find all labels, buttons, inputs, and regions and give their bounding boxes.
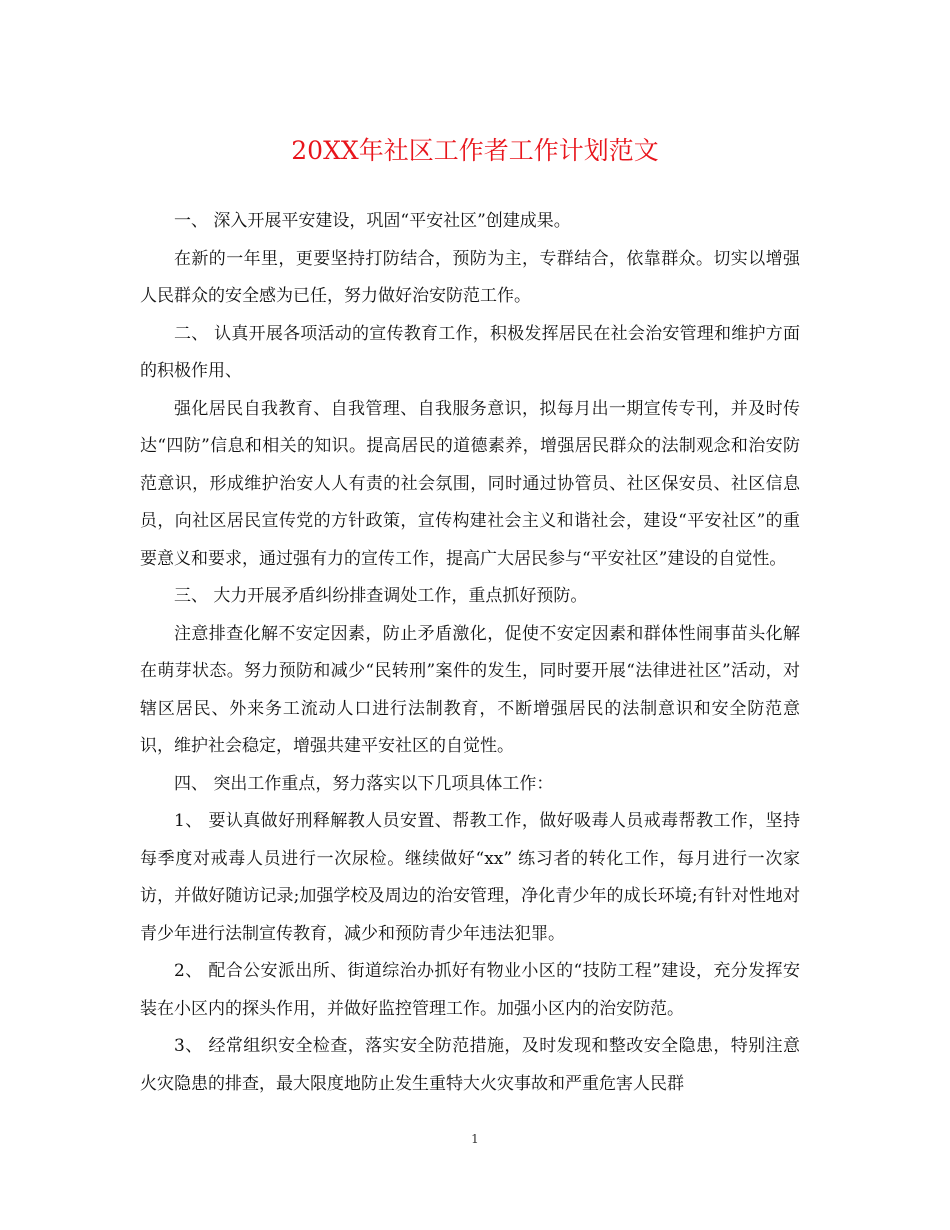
- paragraph: 强化居民自我教育、自我管理、自我服务意识，拟每月出一期宣传专刊，并及时传达“四防”信息和相关的知识。提高居民的道德素养，增强居民群众的法制观念和治安防范意识，形成维护治安人人有责的社会氛围，同时通过协管员、社区保安员、社区信息员，向社区居民宣传党的方针政策，宣传构建社会主义和谐社会，建设“平安社区”的重要意义和要求，通过强有力的宣传工作，提高广大居民参与“平安社区”建设的自觉性。: [140, 398, 800, 569]
- section-heading-4: 四、 突出工作重点，努力落实以下几项具体工作：: [174, 773, 554, 794]
- list-item-1: 1、 要认真做好刑释解教人员安置、帮教工作，做好吸毒人员戒毒帮教工作，坚持每季度对戒毒人员进行一次尿检。继续做好“xx” 练习者的转化工作，每月进行一次家访，并做好随访记录;加强学校及周边的治安管理，净化青少年的成长环境;有针对性地对青少年进行法制宣传教育，减少和预防青少年违法犯罪。: [140, 811, 800, 944]
- document-title: 20XX年社区工作者工作计划范文: [291, 136, 659, 165]
- list-item-3: 3、 经常组织安全检查，落实安全防范措施，及时发现和整改安全隐患，特别注意火灾隐患的排查，最大限度地防止发生重特大火灾事故和严重危害人民群: [140, 1036, 800, 1094]
- document-body: [140, 203, 800, 1103]
- page-number: 1: [471, 1132, 479, 1146]
- list-item-2: 2、 配合公安派出所、街道综治办抓好有物业小区的“技防工程”建设，充分发挥安装在小区内的探头作用，并做好监控管理工作。加强小区内的治安防范。: [140, 961, 800, 1019]
- paragraph: 注意排查化解不安定因素，防止矛盾激化，促使不安定因素和群体性闹事苗头化解在萌芽状态。努力预防和减少“民转刑”案件的发生，同时要开展“法律进社区”活动，对辖区居民、外来务工流动人口进行法制教育，不断增强居民的法制意识和安全防范意识，维护社会稳定，增强共建平安社区的自觉性。: [140, 623, 800, 756]
- section-heading-2: 二、 认真开展各项活动的宣传教育工作，积极发挥居民在社会治安管理和维护方面的积极作用、: [140, 323, 800, 381]
- section-heading-3: 三、 大力开展矛盾纠纷排查调处工作，重点抓好预防。: [174, 586, 588, 606]
- section-heading-1: 一、 深入开展平安建设，巩固“平安社区”创建成果。: [174, 211, 571, 231]
- paragraph: 在新的一年里，更要坚持打防结合，预防为主，专群结合，依靠群众。切实以增强人民群众的安全感为已任，努力做好治安防范工作。: [140, 248, 800, 306]
